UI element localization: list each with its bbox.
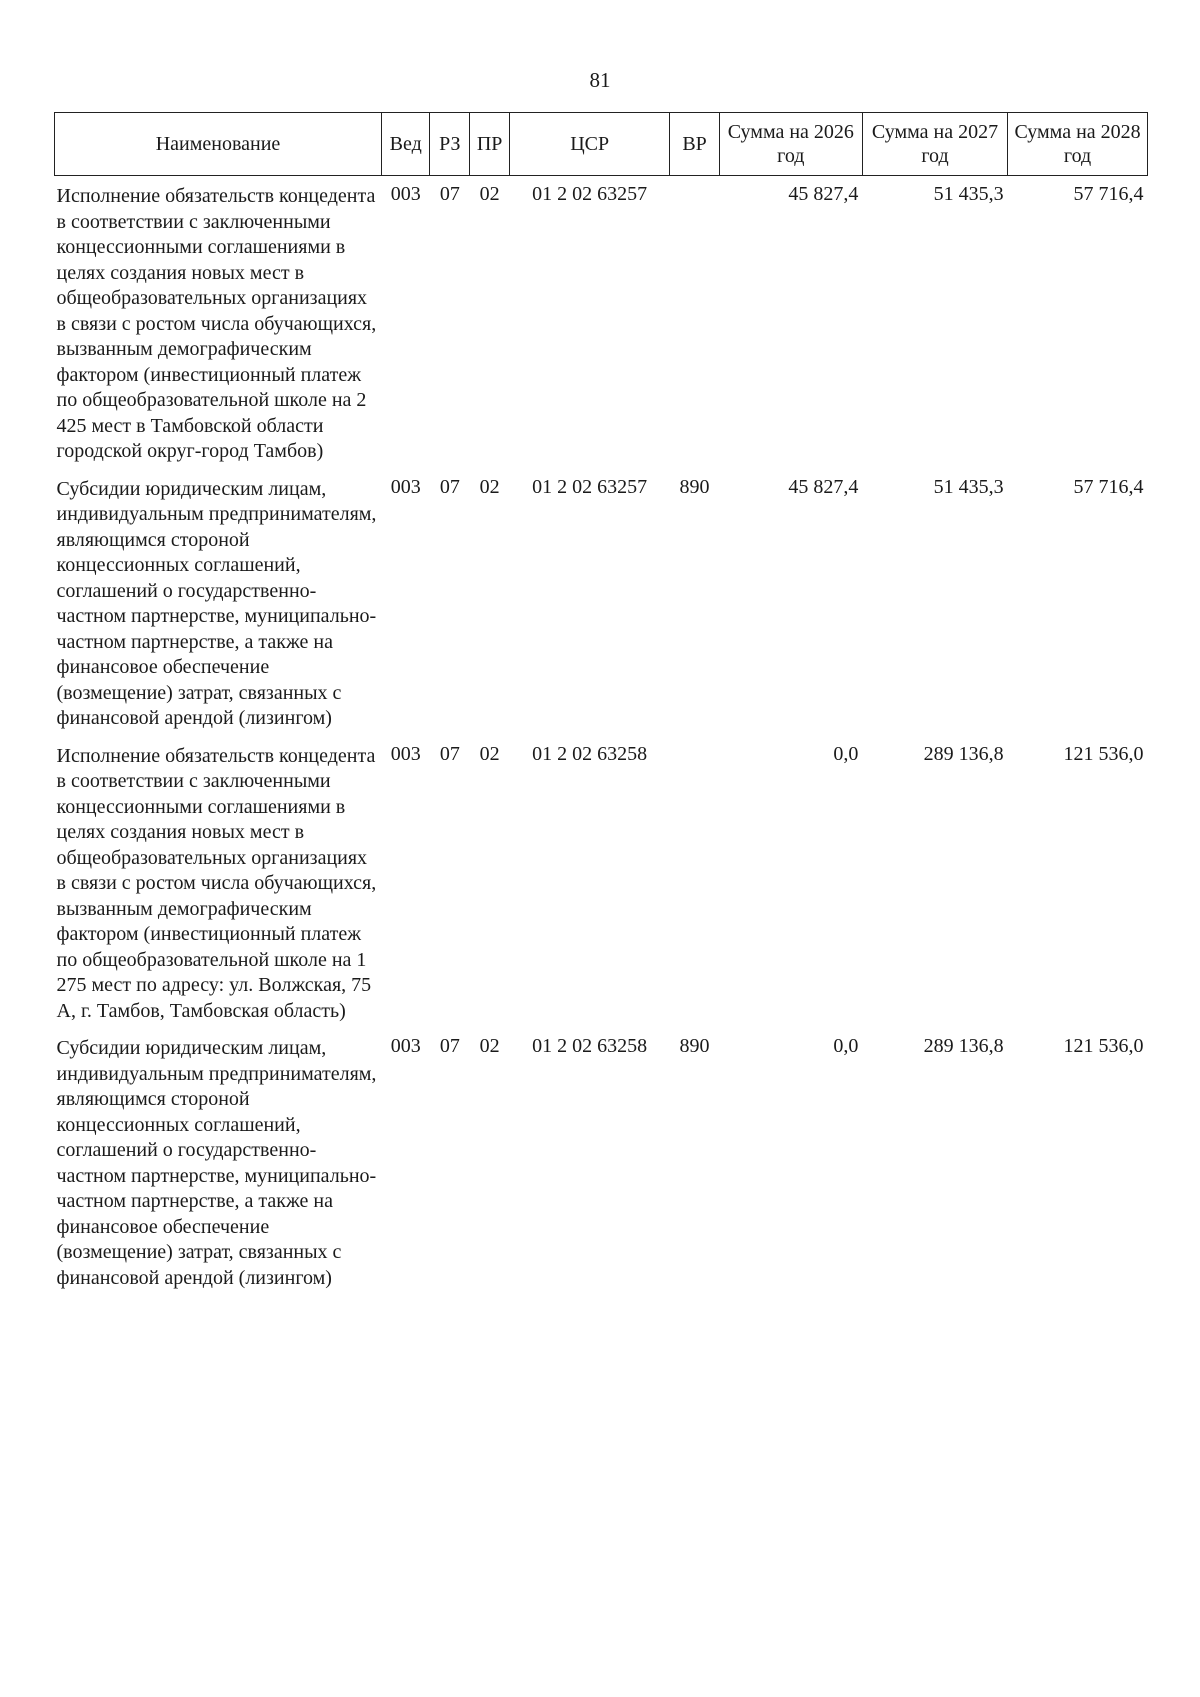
row-pr: 02: [479, 1035, 500, 1057]
row-name: Исполнение обязательств концедента в соответствии с заключенными концессионными соглашениями в целях создания новых мест в общеобразовательных организациях в связи с ростом числа обучающихся, вызванным демографическим фактором (инвестиционный платеж по общеобразовательной школе на 2 425 мест в Тамбовской области городской округ-город Тамбов): [56, 185, 377, 462]
row-pr: 02: [479, 183, 500, 205]
page-number: 81: [589, 68, 611, 92]
row-csr: 01 2 02 63258: [532, 1035, 648, 1057]
row-sum-2027: 51 435,3: [933, 475, 1004, 498]
table-row: [55, 469, 1148, 736]
row-rz: 07: [439, 742, 460, 765]
row-csr: 01 2 02 63257: [532, 183, 648, 205]
row-ved: 003: [390, 475, 421, 498]
row-sum-2026: 0,0: [833, 742, 859, 765]
header-pr: ПР: [470, 113, 510, 176]
table-header-row: [55, 113, 1148, 176]
row-sum-2028: 57 716,4: [1073, 475, 1144, 498]
table-row: [55, 736, 1148, 1029]
row-sum-2026: 45 827,4: [788, 475, 859, 498]
row-vr: 890: [679, 475, 710, 498]
header-name: Наименование: [55, 113, 382, 176]
row-vr: [670, 176, 719, 469]
row-ved: 003: [390, 1035, 421, 1057]
row-name: Исполнение обязательств концедента в соответствии с заключенными концессионными соглашениями в целях создания новых мест в общеобразовательных организациях в связи с ростом числа обучающихся, вызванным демографическим фактором (инвестиционный платеж по общеобразовательной школе на 1 275 мест по адресу: ул. Волжская, 75 А, г. Тамбов, Тамбовская область): [56, 744, 377, 1022]
row-sum-2028: 121 536,0: [1063, 742, 1144, 765]
row-sum-2027: 289 136,8: [923, 742, 1004, 765]
header-csr: ЦСР: [510, 113, 670, 176]
header-sum-2026: Сумма на 2026 год: [719, 113, 862, 176]
row-rz: 07: [439, 475, 460, 498]
row-csr: 01 2 02 63257: [532, 475, 648, 498]
header-sum-2027: Сумма на 2027 год: [862, 113, 1007, 176]
table-row: [55, 1028, 1148, 1295]
row-sum-2028: 57 716,4: [1073, 183, 1144, 205]
row-sum-2026: 0,0: [833, 1035, 859, 1057]
header-vr: ВР: [670, 113, 719, 176]
row-name: Субсидии юридическим лицам, индивидуальным предпринимателям, являющимся стороной концессионных соглашений, соглашений о государственно-частном партнерстве, муниципально-частном партнерстве, а также на финансовое обеспечение (возмещение) затрат, связанных с финансовой арендой (лизингом): [56, 477, 377, 729]
table-row: [55, 176, 1148, 469]
header-rz: РЗ: [430, 113, 470, 176]
row-pr: 02: [479, 475, 500, 498]
row-sum-2027: 289 136,8: [923, 1035, 1004, 1057]
row-csr: 01 2 02 63258: [532, 742, 648, 765]
row-ved: 003: [390, 742, 421, 765]
row-pr: 02: [479, 742, 500, 765]
row-rz: 07: [439, 183, 460, 205]
row-sum-2028: 121 536,0: [1063, 1035, 1144, 1057]
header-ved: Вед: [382, 113, 430, 176]
header-sum-2028: Сумма на 2028 год: [1008, 113, 1148, 176]
row-vr: 890: [679, 1035, 710, 1057]
row-vr: [670, 736, 719, 1029]
row-sum-2027: 51 435,3: [933, 183, 1004, 205]
row-ved: 003: [390, 183, 421, 205]
row-rz: 07: [439, 1035, 460, 1057]
row-sum-2026: 45 827,4: [788, 183, 859, 205]
row-name: Субсидии юридическим лицам, индивидуальным предпринимателям, являющимся стороной концессионных соглашений, соглашений о государственно-частном партнерстве, муниципально-частном партнерстве, а также на финансовое обеспечение (возмещение) затрат, связанных с финансовой арендой (лизингом): [56, 1037, 377, 1289]
budget-table: [54, 112, 1148, 1295]
